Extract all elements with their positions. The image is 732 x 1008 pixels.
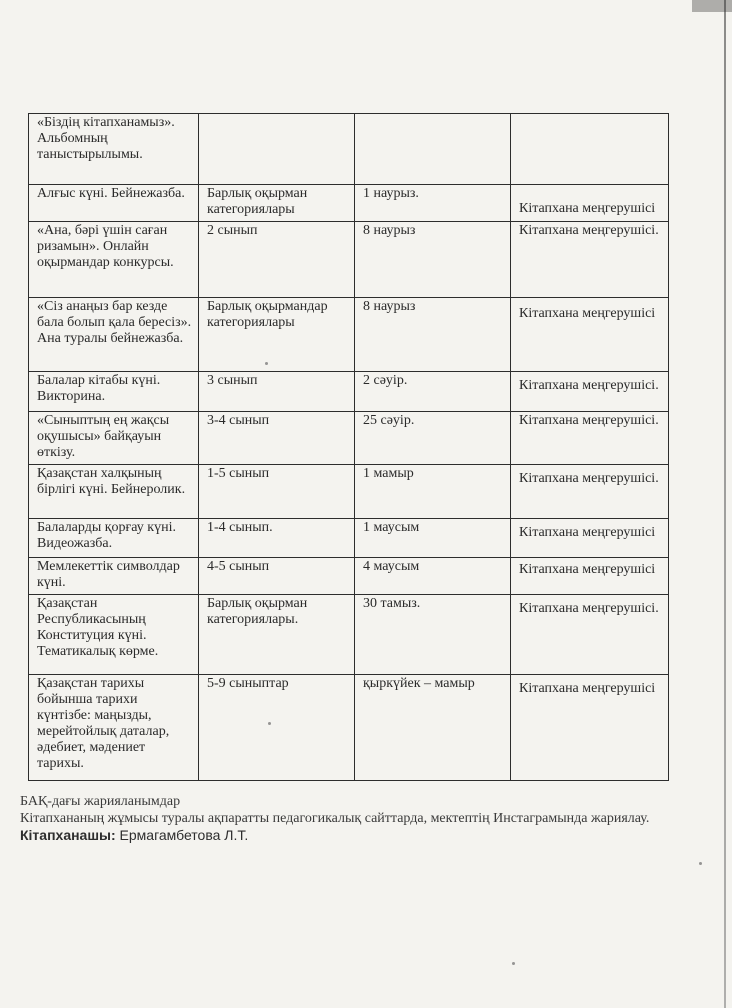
date-cell: 4 маусым — [355, 558, 511, 595]
librarian-label: Кітапханашы: — [20, 827, 116, 843]
date-cell: 25 сәуір. — [355, 412, 511, 465]
event-cell: «Ана, бәрі үшін саған ризамын». Онлайн оқырмандар конкурсы. — [29, 222, 199, 298]
scan-edge-top — [692, 0, 732, 12]
audience-cell: Барлық оқырмандар категориялары — [199, 298, 355, 372]
event-cell: «Сыныптың ең жақсы оқушысы» байқауын өткізу. — [29, 412, 199, 465]
responsible-cell: Кітапхана меңгерушісі — [511, 298, 669, 372]
event-cell: Алғыс күні. Бейнежазба. — [29, 185, 199, 222]
table-row — [29, 114, 669, 185]
scan-speck — [512, 962, 515, 965]
scan-speck — [265, 362, 268, 365]
date-cell: 8 наурыз — [355, 298, 511, 372]
event-cell: Мемлекеттік символдар күні. — [29, 558, 199, 595]
table-row — [29, 222, 669, 298]
event-cell: Балаларды қорғау күні. Видеожазба. — [29, 519, 199, 558]
date-cell: 30 тамыз. — [355, 595, 511, 675]
audience-cell: Барлық оқырман категориялары. — [199, 595, 355, 675]
date-cell: 2 сәуір. — [355, 372, 511, 412]
responsible-cell: Кітапхана меңгерушісі. — [511, 372, 669, 412]
media-heading: БАҚ-дағы жарияланымдар — [20, 794, 181, 809]
audience-cell: 3-4 сынып — [199, 412, 355, 465]
audience-cell: 4-5 сынып — [199, 558, 355, 595]
media-description: Кітапхананың жұмысы туралы ақпаратты педагогикалық сайттарда, мектептің Инстаграмында жариялау. — [20, 811, 650, 826]
audience-cell — [199, 114, 355, 185]
date-cell: 1 мамыр — [355, 465, 511, 519]
responsible-cell: Кітапхана меңгерушісі. — [511, 222, 669, 298]
responsible-cell: Кітапхана меңгерушісі — [511, 675, 669, 781]
table-row — [29, 465, 669, 519]
event-cell: Қазақстан тарихы бойынша тарихи күнтізбе: маңызды, мерейтойлық даталар, әдебиет, мәдениет тарихы. — [29, 675, 199, 781]
scan-edge-right — [724, 0, 726, 1008]
responsible-cell: Кітапхана меңгерушісі — [511, 558, 669, 595]
audience-cell: 3 сынып — [199, 372, 355, 412]
table-row — [29, 372, 669, 412]
responsible-cell: Кітапхана меңгерушісі. — [511, 595, 669, 675]
event-cell: Балалар кітабы күні. Викторина. — [29, 372, 199, 412]
audience-cell: Барлық оқырман категориялары — [199, 185, 355, 222]
events-table — [28, 113, 669, 781]
table-row — [29, 675, 669, 781]
audience-cell: 5-9 сыныптар — [199, 675, 355, 781]
responsible-cell — [511, 114, 669, 185]
date-cell: қыркүйек – мамыр — [355, 675, 511, 781]
audience-cell: 1-4 сынып. — [199, 519, 355, 558]
table-row — [29, 412, 669, 465]
librarian-signature — [20, 827, 700, 844]
event-cell: «Сіз анаңыз бар кезде бала болып қала бересіз». Ана туралы бейнежазба. — [29, 298, 199, 372]
responsible-cell: Кітапхана меңгерушісі — [511, 519, 669, 558]
event-cell: «Біздің кітапханамыз». Альбомның таныстырылымы. — [29, 114, 199, 185]
table-row — [29, 558, 669, 595]
date-cell: 8 наурыз — [355, 222, 511, 298]
date-cell — [355, 114, 511, 185]
audience-cell: 1-5 сынып — [199, 465, 355, 519]
table-row — [29, 595, 669, 675]
scan-speck — [699, 862, 702, 865]
table-row — [29, 298, 669, 372]
event-cell: Қазақстан Республикасының Конституция күні. Тематикалық көрме. — [29, 595, 199, 675]
responsible-cell: Кітапхана меңгерушісі. — [511, 465, 669, 519]
table-row — [29, 185, 669, 222]
date-cell: 1 маусым — [355, 519, 511, 558]
responsible-cell: Кітапхана меңгерушісі — [511, 185, 669, 222]
event-cell: Қазақстан халқының бірлігі күні. Бейнеролик. — [29, 465, 199, 519]
table-row — [29, 519, 669, 558]
scan-speck — [268, 722, 271, 725]
responsible-cell: Кітапхана меңгерушісі. — [511, 412, 669, 465]
footer-notes — [20, 793, 700, 844]
librarian-name: Ермагамбетова Л.Т. — [115, 827, 249, 843]
audience-cell: 2 сынып — [199, 222, 355, 298]
date-cell: 1 наурыз. — [355, 185, 511, 222]
